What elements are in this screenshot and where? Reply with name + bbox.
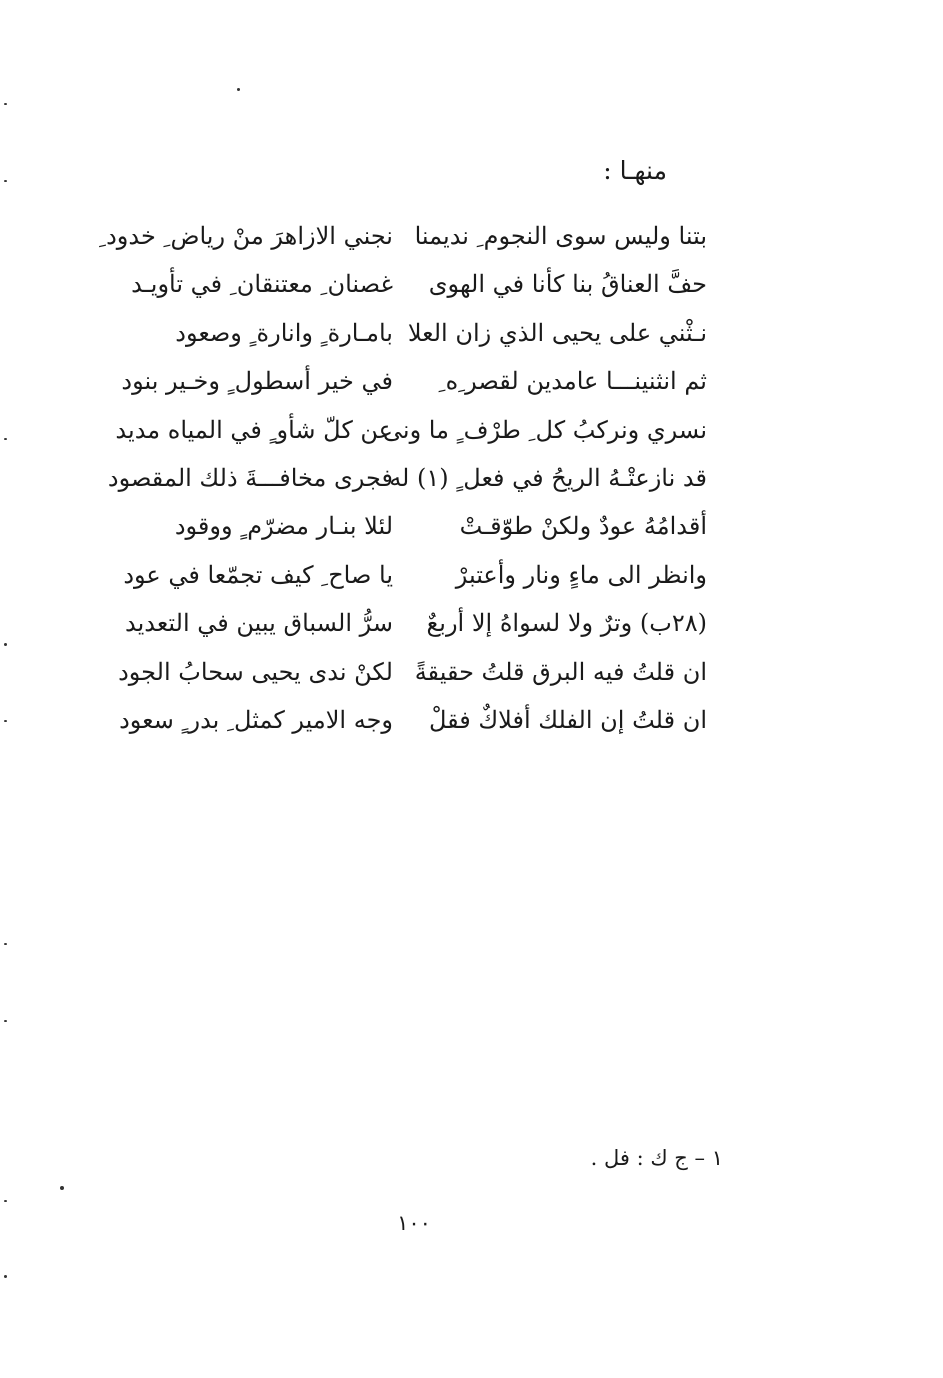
scan-speck <box>4 103 7 105</box>
scan-speck <box>60 1186 64 1190</box>
verse-first-hemistich: (٢٨ب) وترٌ ولا لسواهُ إلا أربعٌ <box>426 609 707 638</box>
footnote: ١ – ج ك : فل . <box>590 1146 723 1170</box>
verse-first-hemistich: وانظر الى ماءٍ ونار وأعتبرْ <box>455 560 707 589</box>
verse-line <box>0 502 943 550</box>
verse-second-hemistich: نجني الازاهرَ منْ رياض ِ خدود ِ <box>99 222 393 250</box>
scan-speck <box>237 88 240 91</box>
verse-first-hemistich: حفَّ العناقُ بنا كأنا في الهوى <box>428 270 707 299</box>
verse-second-hemistich: لكنْ ندى يحيى سحابُ الجود <box>118 657 393 686</box>
scan-speck <box>4 720 7 722</box>
verse-second-hemistich: فجرى مخافـــةَ ذلك المقصود <box>107 463 393 492</box>
verse-second-hemistich: لئلا بنـار مضرّم ٍ ووقود <box>174 512 393 541</box>
verse-line <box>0 212 943 260</box>
verse-line <box>0 406 943 454</box>
verse-second-hemistich: سرُّ السباق يبين في التعديد <box>124 609 393 638</box>
verse-line <box>0 551 943 599</box>
section-heading: منهـا : <box>603 156 667 185</box>
verse-first-hemistich: بتنا وليس سوى النجوم ِ نديمنا <box>414 222 707 250</box>
verse-first-hemistich: نـثْني على يحيى الذي زان العلا <box>407 318 707 347</box>
verse-second-hemistich: في خير أسطول ٍ وخـير بنود <box>121 367 393 396</box>
verse-line <box>0 260 943 308</box>
scan-speck <box>4 643 7 646</box>
verse-first-hemistich: ان قلتُ إن الفلك أفلاكٌ فقلْ <box>428 705 707 734</box>
verse-line <box>0 309 943 357</box>
verse-first-hemistich: ان قلتُ فيه البرق قلتُ حقيقةً <box>414 657 707 686</box>
verse-second-hemistich: عن كلّ شأو ٍ في المياه مديد <box>115 415 393 444</box>
verse-line <box>0 357 943 405</box>
scan-speck <box>4 1275 7 1278</box>
verse-second-hemistich: غصنان ِ معتنقان ِ في تأويـد <box>131 270 393 299</box>
scan-speck <box>4 943 7 945</box>
verse-first-hemistich: ثم انثنينـــا عامدين لقصر ِه ِ <box>438 367 707 396</box>
page-number: ١٠٠ <box>397 1211 431 1235</box>
verse-first-hemistich: قد نازعتْـهُ الريحُ في فعل ٍ (١) له <box>389 463 707 492</box>
scan-speck <box>4 1020 7 1022</box>
verse-line <box>0 454 943 502</box>
verse-line <box>0 696 943 744</box>
scan-speck <box>4 180 7 182</box>
verse-second-hemistich: يا صاح ِ كيف تجمّعا في عود <box>123 560 393 589</box>
verse-line <box>0 648 943 696</box>
scan-speck <box>4 438 7 440</box>
poem <box>0 212 943 744</box>
verse-first-hemistich: أقدامُهُ عودٌ ولكنْ طوّقـتْ <box>459 512 707 541</box>
verse-second-hemistich: بامـارة ٍ وانارة ٍ وصعود <box>175 318 393 347</box>
scan-speck <box>4 1200 7 1202</box>
verse-second-hemistich: وجه الامير كمثل ِ بدر ٍ سعود <box>119 705 393 734</box>
verse-first-hemistich: نسري ونركبُ كل ِ طرْف ٍ ما ونى <box>382 415 707 444</box>
verse-line <box>0 599 943 647</box>
